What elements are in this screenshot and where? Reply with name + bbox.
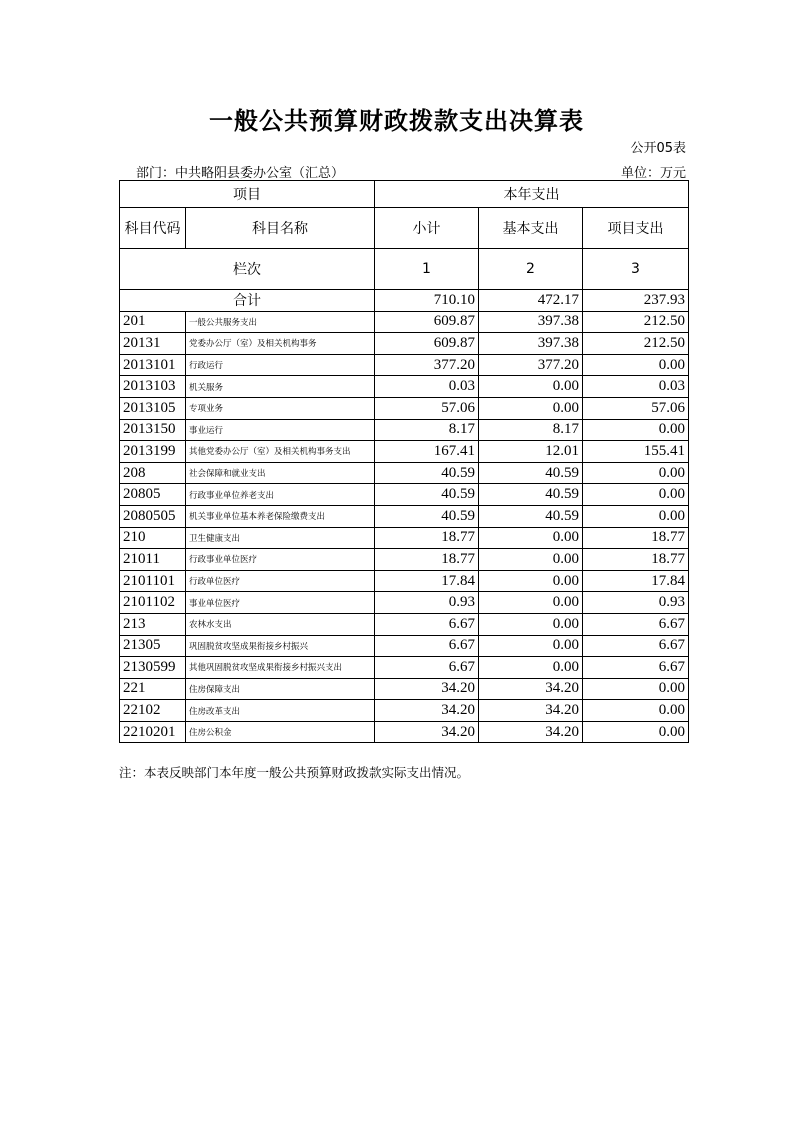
row-project: 6.67 [583, 635, 689, 657]
row-project: 0.00 [583, 721, 689, 743]
header-item: 项目 [120, 181, 375, 208]
row-basic: 0.00 [479, 397, 583, 419]
table-row [120, 592, 689, 614]
row-basic: 8.17 [479, 419, 583, 441]
total-label: 合计 [120, 290, 375, 312]
row-code: 208 [120, 462, 186, 484]
row-name: 一般公共服务支出 [186, 311, 375, 333]
row-project: 57.06 [583, 397, 689, 419]
row-name: 其他巩固脱贫攻坚成果衔接乡村振兴支出 [186, 657, 375, 679]
row-project: 0.00 [583, 354, 689, 376]
row-project: 18.77 [583, 527, 689, 549]
row-name: 事业运行 [186, 419, 375, 441]
header-column-order: 栏次 [120, 249, 375, 290]
form-number: 公开05表 [630, 141, 686, 156]
table-row [120, 613, 689, 635]
row-subtotal: 6.67 [375, 613, 479, 635]
row-name: 住房保障支出 [186, 678, 375, 700]
row-project: 0.00 [583, 678, 689, 700]
row-basic: 34.20 [479, 721, 583, 743]
header-current-year: 本年支出 [375, 181, 689, 208]
row-subtotal: 609.87 [375, 333, 479, 355]
row-name: 行政事业单位养老支出 [186, 484, 375, 506]
table-row [120, 700, 689, 722]
total-row [120, 290, 689, 312]
row-project: 0.00 [583, 484, 689, 506]
row-name: 机关事业单位基本养老保险缴费支出 [186, 505, 375, 527]
total-subtotal: 710.10 [375, 290, 479, 312]
row-code: 201 [120, 311, 186, 333]
row-name: 农林水支出 [186, 613, 375, 635]
row-name: 事业单位医疗 [186, 592, 375, 614]
row-subtotal: 0.03 [375, 376, 479, 398]
row-code: 2101101 [120, 570, 186, 592]
row-project: 212.50 [583, 333, 689, 355]
row-project: 17.84 [583, 570, 689, 592]
row-subtotal: 609.87 [375, 311, 479, 333]
header-row-3 [120, 249, 689, 290]
table-row [120, 419, 689, 441]
row-code: 2013105 [120, 397, 186, 419]
table-row [120, 397, 689, 419]
total-basic: 472.17 [479, 290, 583, 312]
row-basic: 0.00 [479, 592, 583, 614]
row-basic: 34.20 [479, 700, 583, 722]
row-subtotal: 34.20 [375, 678, 479, 700]
row-code: 2013101 [120, 354, 186, 376]
header-project: 项目支出 [583, 208, 689, 249]
table-row [120, 635, 689, 657]
row-code: 2130599 [120, 657, 186, 679]
row-subtotal: 8.17 [375, 419, 479, 441]
row-basic: 34.20 [479, 678, 583, 700]
department-label: 部门：中共略阳县委办公室（汇总） [136, 166, 345, 181]
row-basic: 0.00 [479, 527, 583, 549]
row-code: 221 [120, 678, 186, 700]
row-basic: 40.59 [479, 462, 583, 484]
row-name: 卫生健康支出 [186, 527, 375, 549]
row-name: 党委办公厅（室）及相关机构事务 [186, 333, 375, 355]
row-project: 18.77 [583, 549, 689, 571]
row-code: 2013199 [120, 441, 186, 463]
table-row [120, 549, 689, 571]
table-row [120, 657, 689, 679]
row-name: 专项业务 [186, 397, 375, 419]
row-name: 其他党委办公厅（室）及相关机构事务支出 [186, 441, 375, 463]
table-row [120, 376, 689, 398]
row-basic: 0.00 [479, 613, 583, 635]
row-code: 22102 [120, 700, 186, 722]
row-project: 0.00 [583, 419, 689, 441]
row-project: 0.00 [583, 462, 689, 484]
row-subtotal: 34.20 [375, 721, 479, 743]
row-code: 213 [120, 613, 186, 635]
row-subtotal: 40.59 [375, 462, 479, 484]
page-title: 一般公共预算财政拨款支出决算表 [209, 107, 584, 135]
row-code: 210 [120, 527, 186, 549]
row-subtotal: 377.20 [375, 354, 479, 376]
table-row [120, 505, 689, 527]
row-subtotal: 18.77 [375, 549, 479, 571]
header-row-1 [120, 181, 689, 208]
row-basic: 0.00 [479, 657, 583, 679]
header-col3: 3 [583, 249, 689, 290]
expenditure-table [119, 180, 689, 743]
table-row [120, 678, 689, 700]
header-name: 科目名称 [186, 208, 375, 249]
row-code: 20805 [120, 484, 186, 506]
row-basic: 397.38 [479, 311, 583, 333]
header-basic: 基本支出 [479, 208, 583, 249]
table-row [120, 527, 689, 549]
row-project: 212.50 [583, 311, 689, 333]
footnote: 注：本表反映部门本年度一般公共预算财政拨款实际支出情况。 [119, 765, 470, 780]
row-code: 20131 [120, 333, 186, 355]
row-code: 2080505 [120, 505, 186, 527]
header-code: 科目代码 [120, 208, 186, 249]
row-basic: 0.00 [479, 376, 583, 398]
row-subtotal: 17.84 [375, 570, 479, 592]
table-row [120, 333, 689, 355]
row-code: 21011 [120, 549, 186, 571]
row-code: 2013150 [120, 419, 186, 441]
row-basic: 40.59 [479, 505, 583, 527]
row-name: 住房改革支出 [186, 700, 375, 722]
row-basic: 397.38 [479, 333, 583, 355]
row-subtotal: 167.41 [375, 441, 479, 463]
row-code: 21305 [120, 635, 186, 657]
row-subtotal: 6.67 [375, 657, 479, 679]
table-row [120, 570, 689, 592]
row-basic: 0.00 [479, 549, 583, 571]
row-project: 0.00 [583, 505, 689, 527]
row-subtotal: 0.93 [375, 592, 479, 614]
row-name: 巩固脱贫攻坚成果衔接乡村振兴 [186, 635, 375, 657]
total-project: 237.93 [583, 290, 689, 312]
row-name: 行政事业单位医疗 [186, 549, 375, 571]
table-row [120, 484, 689, 506]
row-subtotal: 40.59 [375, 505, 479, 527]
row-subtotal: 18.77 [375, 527, 479, 549]
row-name: 行政运行 [186, 354, 375, 376]
row-project: 155.41 [583, 441, 689, 463]
row-code: 2101102 [120, 592, 186, 614]
row-basic: 377.20 [479, 354, 583, 376]
row-subtotal: 6.67 [375, 635, 479, 657]
row-subtotal: 40.59 [375, 484, 479, 506]
row-project: 6.67 [583, 657, 689, 679]
table-row [120, 441, 689, 463]
header-col1: 1 [375, 249, 479, 290]
row-basic: 0.00 [479, 635, 583, 657]
header-row-2 [120, 208, 689, 249]
row-project: 0.00 [583, 700, 689, 722]
row-project: 0.93 [583, 592, 689, 614]
row-name: 住房公积金 [186, 721, 375, 743]
row-name: 机关服务 [186, 376, 375, 398]
table-row [120, 721, 689, 743]
table-row [120, 354, 689, 376]
header-col2: 2 [479, 249, 583, 290]
table-row [120, 311, 689, 333]
row-project: 6.67 [583, 613, 689, 635]
row-name: 社会保障和就业支出 [186, 462, 375, 484]
row-basic: 12.01 [479, 441, 583, 463]
table-row [120, 462, 689, 484]
row-subtotal: 34.20 [375, 700, 479, 722]
row-project: 0.03 [583, 376, 689, 398]
row-subtotal: 57.06 [375, 397, 479, 419]
row-code: 2210201 [120, 721, 186, 743]
row-basic: 40.59 [479, 484, 583, 506]
row-basic: 0.00 [479, 570, 583, 592]
row-code: 2013103 [120, 376, 186, 398]
unit-label: 单位：万元 [620, 166, 686, 181]
row-name: 行政单位医疗 [186, 570, 375, 592]
header-subtotal: 小计 [375, 208, 479, 249]
